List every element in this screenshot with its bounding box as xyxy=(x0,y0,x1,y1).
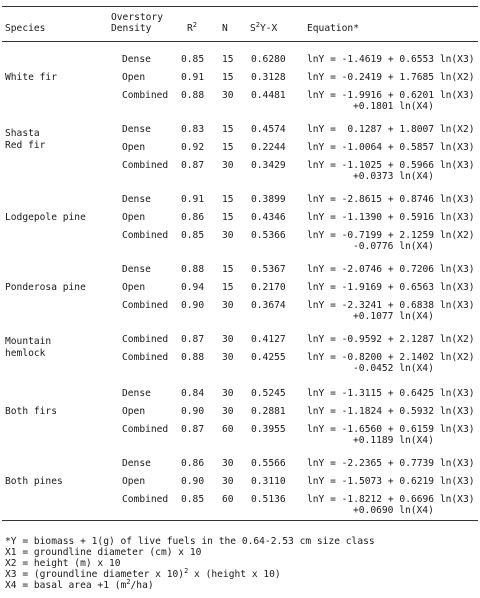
r2-cell: 0.92 xyxy=(181,142,205,153)
equation-cell: lnY = -2.3241 + 0.6838 ln(X3) xyxy=(307,300,475,311)
s2yx-cell: 0.5366 xyxy=(251,230,286,241)
density-cell: Combined xyxy=(122,424,169,435)
equation-cell: lnY = -2.8615 + 0.8746 ln(X3) xyxy=(307,194,475,205)
equation-cell: lnY = -1.9916 + 0.6201 ln(X3) xyxy=(307,90,475,101)
density-cell: Combined xyxy=(122,494,169,505)
equation-cell: lnY = -2.0746 + 0.7206 ln(X3) xyxy=(307,264,475,275)
equation-cell: lnY = -1.8212 + 0.6696 ln(X3) xyxy=(307,494,475,505)
equation-cell: lnY = -1.6560 + 0.6159 ln(X3) xyxy=(307,424,475,435)
density-cell: Open xyxy=(122,142,146,153)
footnote-text: X3 = (groundline diameter x 10) xyxy=(5,569,185,580)
density-cell: Dense xyxy=(122,124,151,135)
r2-cell: 0.90 xyxy=(181,476,205,487)
n-cell: 15 xyxy=(222,264,234,275)
col-header-n: N xyxy=(222,23,228,34)
equation-cell: lnY = -0.9592 + 2.1287 ln(X2) xyxy=(307,334,475,345)
equation-cell: lnY = -1.1025 + 0.5966 ln(X3) xyxy=(307,160,475,171)
density-cell: Combined xyxy=(122,160,169,171)
n-cell: 30 xyxy=(222,334,234,345)
density-cell: Combined xyxy=(122,230,169,241)
col-header-r2: $R^2$ xyxy=(187,21,197,34)
n-cell: 30 xyxy=(222,300,234,311)
density-cell: Open xyxy=(122,406,146,417)
s2yx-cell: 0.4255 xyxy=(251,352,286,363)
equation-cell: lnY = -0.2419 + 1.7685 ln(X2) xyxy=(307,72,475,83)
equation-continuation: +0.0690 ln(X4) xyxy=(353,505,434,516)
r2-cell: 0.88 xyxy=(181,264,205,275)
density-cell: Open xyxy=(122,212,146,223)
density-cell: Dense xyxy=(122,264,151,275)
s2yx-cell: 0.5136 xyxy=(251,494,286,505)
s2yx-cell: 0.4574 xyxy=(251,124,286,135)
r2-cell: 0.88 xyxy=(181,90,205,101)
col-header-density: Density xyxy=(111,23,152,34)
r2-cell: 0.85 xyxy=(181,54,205,65)
col-header-equation: Equation* xyxy=(307,23,359,34)
n-cell: 60 xyxy=(222,494,234,505)
top-rule xyxy=(2,6,478,7)
density-cell: Combined xyxy=(122,90,169,101)
footnote-tail: /ha) xyxy=(130,580,154,591)
equation-cell: lnY = -1.5073 + 0.6219 ln(X3) xyxy=(307,476,475,487)
density-cell: Dense xyxy=(122,388,151,399)
density-cell: Open xyxy=(122,72,146,83)
r2-cell: 0.94 xyxy=(181,282,205,293)
species-label: Both pines xyxy=(5,476,63,487)
s2yx-cell: 0.3955 xyxy=(251,424,286,435)
species-label: hemlock xyxy=(5,348,46,359)
n-cell: 30 xyxy=(222,160,234,171)
s2yx-cell: 0.4481 xyxy=(251,90,286,101)
r2-cell: 0.91 xyxy=(181,194,205,205)
s2yx-cell: 0.3429 xyxy=(251,160,286,171)
equation-continuation: +0.1801 ln(X4) xyxy=(353,101,434,112)
n-cell: 30 xyxy=(222,406,234,417)
n-cell: 15 xyxy=(222,72,234,83)
header-rule xyxy=(2,41,478,42)
footnote-text: X4 = basal area +1 (m xyxy=(5,580,127,591)
r2-cell: 0.90 xyxy=(181,406,205,417)
equation-cell: lnY = -1.1390 + 0.5916 ln(X3) xyxy=(307,212,475,223)
equation-cell: lnY = -2.2365 + 0.7739 ln(X3) xyxy=(307,458,475,469)
r2-cell: 0.84 xyxy=(181,388,205,399)
s2yx-cell: 0.6280 xyxy=(251,54,286,65)
s2yx-cell: 0.3110 xyxy=(251,476,286,487)
equation-cell: lnY = -1.3115 + 0.6425 ln(X3) xyxy=(307,388,475,399)
r2-cell: 0.88 xyxy=(181,352,205,363)
s2yx-cell: 0.5566 xyxy=(251,458,286,469)
density-cell: Dense xyxy=(122,194,151,205)
s2yx-cell: 0.3674 xyxy=(251,300,286,311)
s2yx-cell: 0.2170 xyxy=(251,282,286,293)
footnote-superscript: 2 xyxy=(126,578,131,586)
species-label: Mountain xyxy=(5,336,52,347)
r2-cell: 0.91 xyxy=(181,72,205,83)
footnote-line xyxy=(5,547,201,558)
r2-cell: 0.87 xyxy=(181,160,205,171)
n-cell: 30 xyxy=(222,352,234,363)
equation-cell: lnY = -1.9169 + 0.6563 ln(X3) xyxy=(307,282,475,293)
s2yx-cell: 0.5245 xyxy=(251,388,286,399)
n-cell: 15 xyxy=(222,54,234,65)
footnote-superscript: 2 xyxy=(184,567,189,575)
col-header-species: Species xyxy=(5,23,46,34)
col-header-overstory: Overstory xyxy=(111,12,163,23)
n-cell: 60 xyxy=(222,424,234,435)
n-cell: 30 xyxy=(222,230,234,241)
n-cell: 15 xyxy=(222,142,234,153)
n-cell: 30 xyxy=(222,458,234,469)
n-cell: 15 xyxy=(222,282,234,293)
density-cell: Open xyxy=(122,282,146,293)
col-header-s2yx: $S^2Y-X$ xyxy=(250,21,278,34)
s2yx-cell: 0.3899 xyxy=(251,194,286,205)
r2-cell: 0.87 xyxy=(181,334,205,345)
n-cell: 15 xyxy=(222,212,234,223)
footnote-line xyxy=(5,569,281,580)
species-label: Shasta xyxy=(5,128,40,139)
equation-cell: lnY = -1.4619 + 0.6553 ln(X3) xyxy=(307,54,475,65)
r2-cell: 0.90 xyxy=(181,300,205,311)
footnote-line xyxy=(5,580,154,591)
s2yx-cell: 0.2881 xyxy=(251,406,286,417)
footnote-line xyxy=(5,536,375,547)
n-cell: 30 xyxy=(222,476,234,487)
footnote-tail: x (height x 10) xyxy=(188,569,281,580)
equation-continuation: +0.0373 ln(X4) xyxy=(353,171,434,182)
density-cell: Open xyxy=(122,476,146,487)
r2-cell: 0.85 xyxy=(181,494,205,505)
density-cell: Dense xyxy=(122,54,151,65)
footnote-text: *Y = biomass + 1(g) of live fuels in the 0.64-2.53 cm size class xyxy=(5,536,375,547)
r2-cell: 0.86 xyxy=(181,212,205,223)
equation-continuation: +0.1189 ln(X4) xyxy=(353,435,434,446)
s2yx-cell: 0.3128 xyxy=(251,72,286,83)
s2yx-cell: 0.4346 xyxy=(251,212,286,223)
r2-cell: 0.86 xyxy=(181,458,205,469)
species-label: White fir xyxy=(5,72,57,83)
density-cell: Dense xyxy=(122,458,151,469)
equation-cell: lnY = 0.1287 + 1.8007 ln(X2) xyxy=(307,124,475,135)
density-cell: Combined xyxy=(122,334,169,345)
n-cell: 30 xyxy=(222,90,234,101)
species-label: Both firs xyxy=(5,406,57,417)
equation-continuation: -0.0452 ln(X4) xyxy=(353,363,434,374)
n-cell: 15 xyxy=(222,124,234,135)
footnote-text: X2 = height (m) x 10 xyxy=(5,558,121,569)
equation-cell: lnY = -1.1824 + 0.5932 ln(X3) xyxy=(307,406,475,417)
equation-continuation: +0.1077 ln(X4) xyxy=(353,311,434,322)
density-cell: Combined xyxy=(122,352,169,363)
n-cell: 30 xyxy=(222,388,234,399)
footnote-line xyxy=(5,558,121,569)
n-cell: 15 xyxy=(222,194,234,205)
bottom-rule xyxy=(2,520,478,521)
r2-cell: 0.85 xyxy=(181,230,205,241)
footnote-text: X1 = groundline diameter (cm) x 10 xyxy=(5,547,202,558)
equation-cell: lnY = -0.7199 + 2.1259 ln(X2) xyxy=(307,230,475,241)
s2yx-cell: 0.4127 xyxy=(251,334,286,345)
r2-cell: 0.87 xyxy=(181,424,205,435)
s2yx-cell: 0.2244 xyxy=(251,142,286,153)
species-label: Lodgepole pine xyxy=(5,212,86,223)
species-label: Red fir xyxy=(5,140,46,151)
species-label: Ponderosa pine xyxy=(5,282,86,293)
equation-cell: lnY = -0.8200 + 2.1402 ln(X2) xyxy=(307,352,475,363)
equation-cell: lnY = -1.0064 + 0.5857 ln(X3) xyxy=(307,142,475,153)
equation-continuation: -0.0776 ln(X4) xyxy=(353,241,434,252)
r2-cell: 0.83 xyxy=(181,124,205,135)
density-cell: Combined xyxy=(122,300,169,311)
s2yx-cell: 0.5367 xyxy=(251,264,286,275)
